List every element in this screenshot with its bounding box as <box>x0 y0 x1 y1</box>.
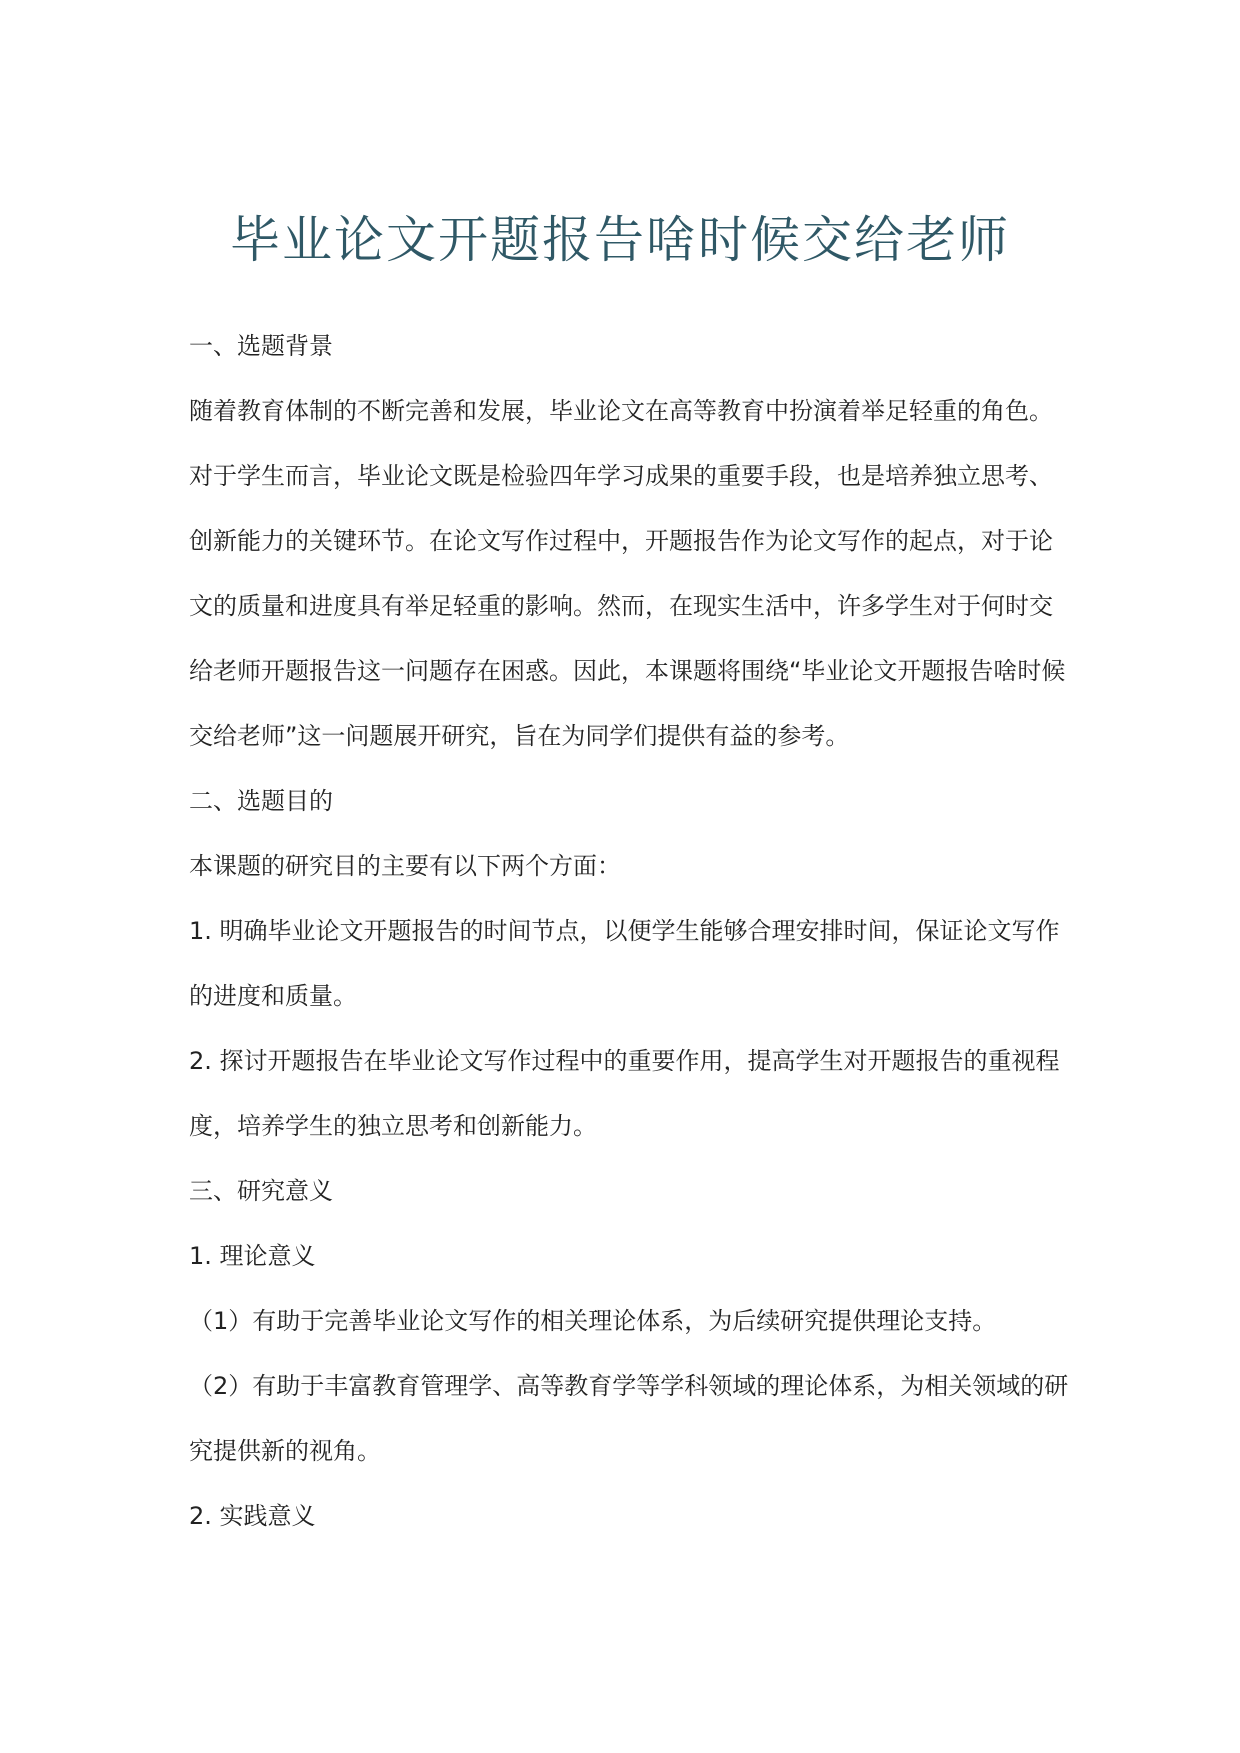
document-title: 毕业论文开题报告啥时候交给老师 <box>230 211 1010 269</box>
list-item-purpose-1: 1. 明确毕业论文开题报告的时间节点，以便学生能够合理安排时间，保证论文写作的进度和质量。 <box>189 917 1060 1010</box>
subheading-practical: 2. 实践意义 <box>189 1502 316 1530</box>
list-item-purpose-2: 2. 探讨开题报告在毕业论文写作过程中的重要作用，提高学生对开题报告的重视程度，培养学生的独立思考和创新能力。 <box>189 1047 1060 1140</box>
document-body <box>189 314 1069 1549</box>
section-heading-significance: 三、研究意义 <box>189 1177 333 1205</box>
list-item-theoretical-1: （1）有助于完善毕业论文写作的相关理论体系，为后续研究提供理论支持。 <box>189 1307 997 1335</box>
subheading-theoretical: 1. 理论意义 <box>189 1242 316 1270</box>
section-heading-purpose: 二、选题目的 <box>189 787 333 815</box>
section-heading-background: 一、选题背景 <box>189 332 333 360</box>
paragraph-background: 随着教育体制的不断完善和发展，毕业论文在高等教育中扮演着举足轻重的角色。对于学生而言，毕业论文既是检验四年学习成果的重要手段，也是培养独立思考、创新能力的关键环节。在论文写作过程中，开题报告作为论文写作的起点，对于论文的质量和进度具有举足轻重的影响。然而，在现实生活中，许多学生对于何时交给老师开题报告这一问题存在困惑。因此，本课题将围绕“毕业论文开题报告啥时候交给老师”这一问题展开研究，旨在为同学们提供有益的参考。 <box>189 397 1066 750</box>
paragraph-purpose-intro: 本课题的研究目的主要有以下两个方面： <box>189 852 621 880</box>
list-item-theoretical-2: （2）有助于丰富教育管理学、高等教育学等学科领域的理论体系，为相关领域的研究提供新的视角。 <box>189 1372 1069 1465</box>
